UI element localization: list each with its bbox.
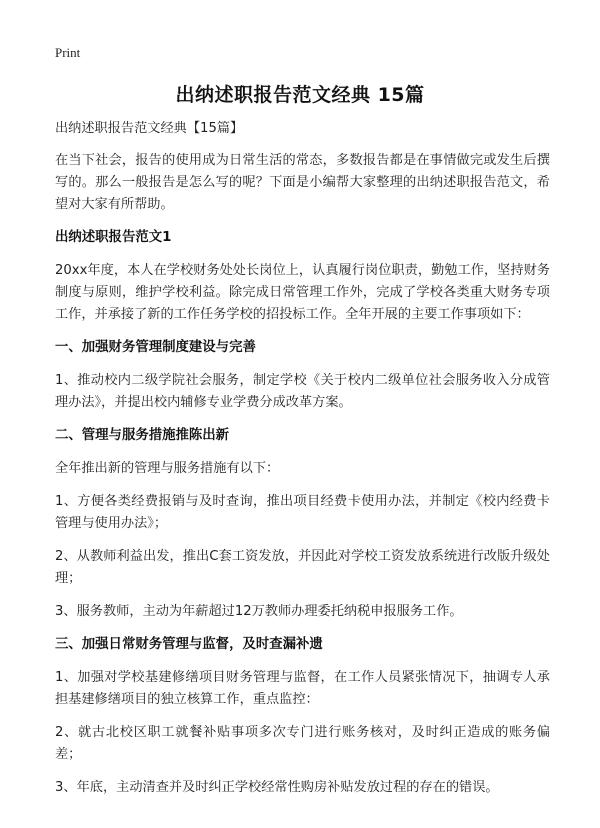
section-heading-3: 三、加强日常财务管理与监督，及时查漏补遗 bbox=[55, 637, 323, 652]
essay-intro-paragraph: 20xx年度，本人在学校财务处处长岗位上，认真履行岗位职责，勤勉工作，坚持财务制度与原则，维护学校利益。除完成日常管理工作外，完成了学校各类重大财务专项工作，并承接了新的工作任务学校的招投标工作。全年开展的主要工作事项如下： bbox=[55, 263, 550, 322]
section-3-paragraph-3: 3、年底，主动清查并及时纠正学校经常性购房补贴发放过程的存在的错误。 bbox=[55, 780, 499, 795]
document-subtitle: 出纳述职报告范文经典【15篇】 bbox=[55, 121, 244, 136]
section-3-paragraph-2: 2、就古北校区职工就餐补贴事项多次专门进行账务核对，及时纠正造成的账务偏差； bbox=[55, 725, 550, 762]
essay-heading: 出纳述职报告范文1 bbox=[55, 230, 172, 245]
section-2-paragraph-1: 全年推出新的管理与服务措施有以下： bbox=[55, 461, 280, 476]
section-3-paragraph-1: 1、加强对学校基建修缮项目财务管理与监督，在工作人员紧张情况下，抽调专人承担基建修缮项目的独立核算工作，重点监控： bbox=[55, 670, 550, 707]
section-2-paragraph-4: 3、服务教师，主动为年薪超过12万教师办理委托纳税申报服务工作。 bbox=[55, 604, 463, 619]
document-body bbox=[55, 118, 550, 810]
section-heading-1: 一、加强财务管理制度建设与完善 bbox=[55, 340, 256, 355]
section-heading-2: 二、管理与服务措施推陈出新 bbox=[55, 428, 230, 443]
section-1-paragraph-1: 1、推动校内二级学院社会服务，制定学校《关于校内二级单位社会服务收入分成管理办法》，并提出校内辅修专业学费分成改革方案。 bbox=[55, 373, 550, 410]
print-label: Print bbox=[55, 45, 81, 60]
page-title: 出纳述职报告范文经典 15篇 bbox=[175, 84, 425, 106]
section-2-paragraph-3: 2、从教师利益出发，推出C套工资发放，并因此对学校工资发放系统进行改版升级处理； bbox=[55, 549, 550, 586]
section-2-paragraph-2: 1、方便各类经费报销与及时查询，推出项目经费卡使用办法，并制定《校内经费卡管理与使用办法》； bbox=[55, 494, 550, 531]
intro-paragraph: 在当下社会，报告的使用成为日常生活的常态，多数报告都是在事情做完或发生后撰写的。那么一般报告是怎么写的呢？下面是小编帮大家整理的出纳述职报告范文，希望对大家有所帮助。 bbox=[55, 153, 550, 212]
